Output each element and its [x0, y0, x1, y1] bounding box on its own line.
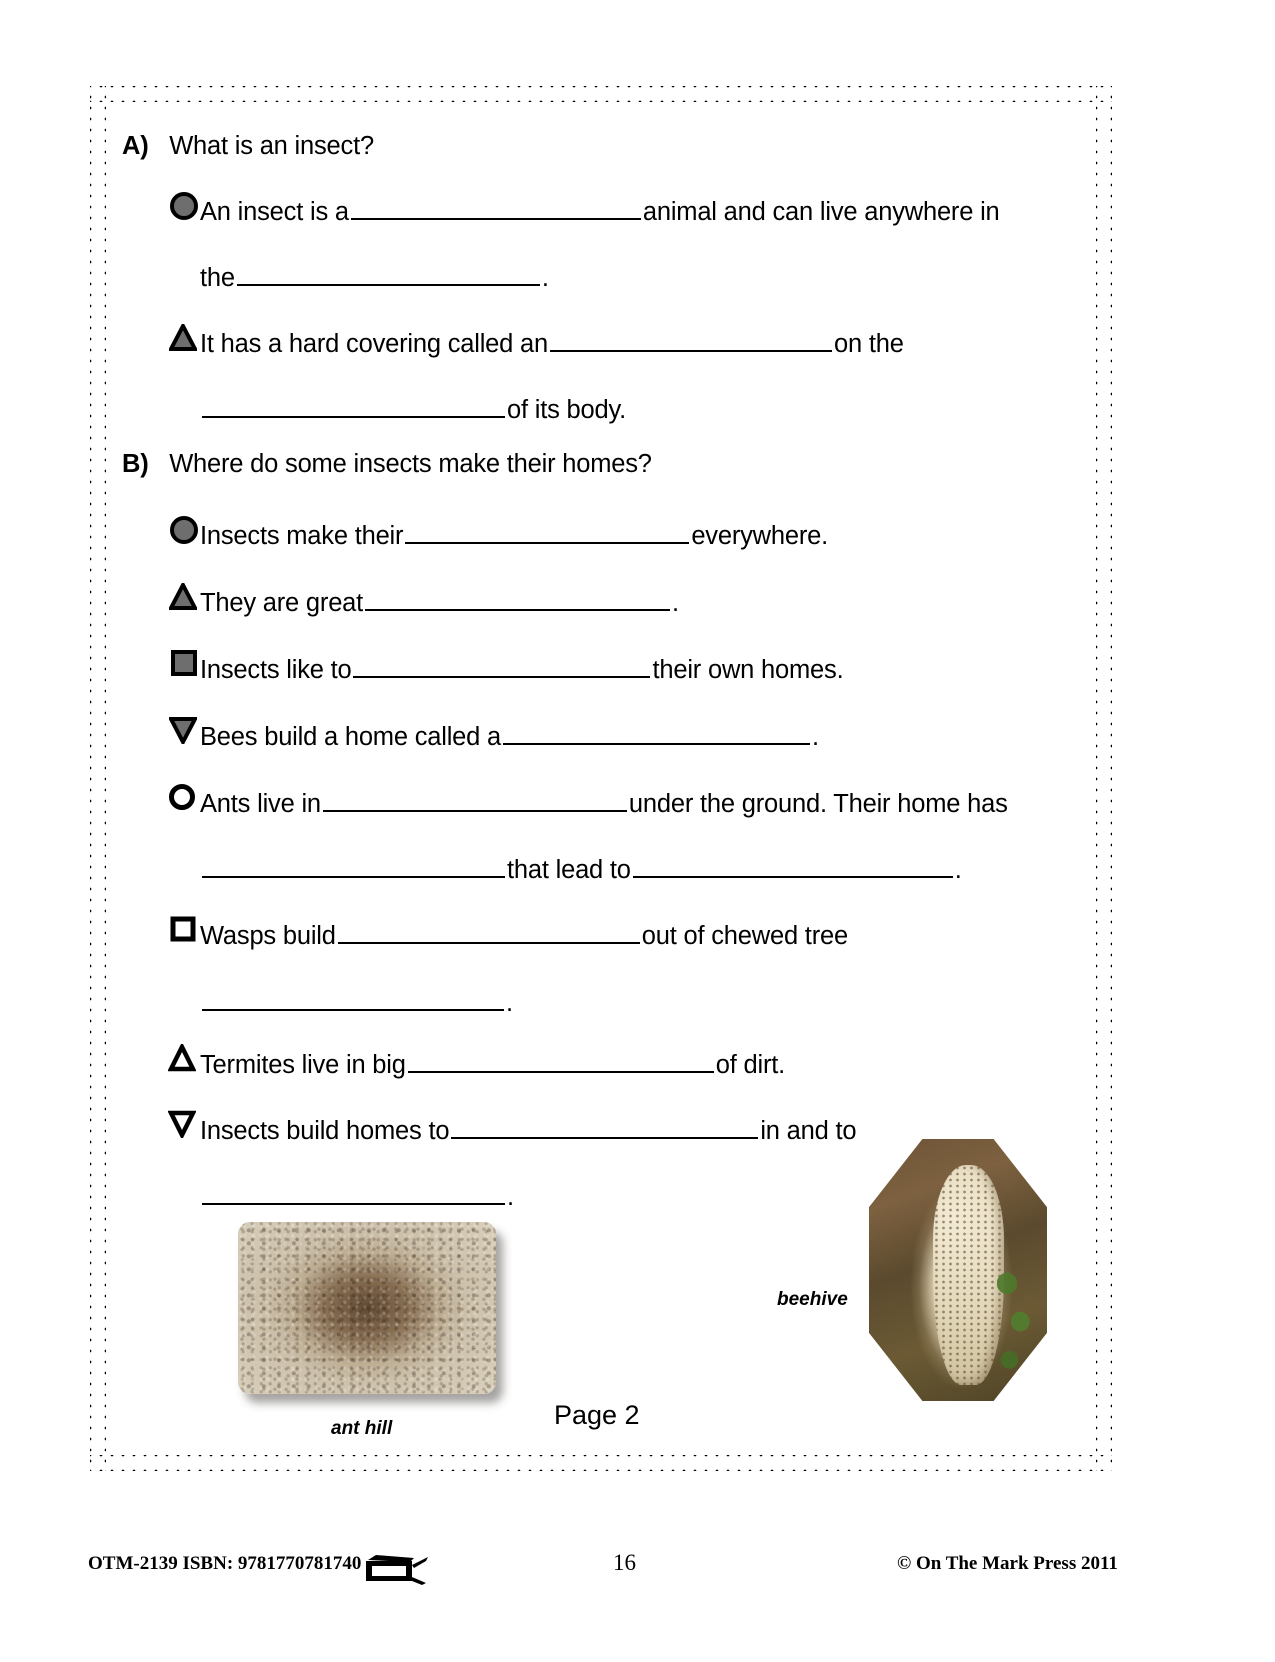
- page-label: Page 2: [554, 1400, 640, 1430]
- text-seg: Insects build homes to: [200, 1116, 450, 1145]
- answer-blank[interactable]: [202, 848, 505, 878]
- answer-blank[interactable]: [550, 322, 832, 352]
- text-seg: It has a hard covering called an: [200, 329, 548, 358]
- text-seg: everywhere.: [691, 521, 829, 550]
- item-a1-line1: [200, 190, 1000, 227]
- item-b2-line1: [200, 581, 679, 618]
- filled-triangle-down-icon: [169, 716, 197, 744]
- text-seg: that lead to: [507, 855, 631, 884]
- footer-copyright: © On The Mark Press 2011: [897, 1553, 1118, 1574]
- item-b5-line2: [200, 848, 962, 885]
- section-b-letter: B): [122, 450, 149, 478]
- text-seg: Wasps build: [200, 921, 336, 950]
- section-b-prompt: Where do some insects make their homes?: [169, 450, 652, 478]
- text-seg: .: [506, 988, 513, 1017]
- footer-isbn: OTM-2139 ISBN: 9781770781740: [88, 1553, 362, 1574]
- text-seg: the: [200, 263, 235, 292]
- item-a2-line1: [200, 322, 904, 359]
- text-seg: .: [954, 855, 962, 884]
- hollow-triangle-up-icon: [168, 1044, 196, 1072]
- section-b-heading: [122, 450, 652, 479]
- border-right-edge: [1096, 86, 1112, 1471]
- item-a1-line2: [200, 256, 549, 293]
- section-a-heading: [122, 132, 374, 161]
- answer-blank[interactable]: [408, 1043, 714, 1073]
- footer-page-number: 16: [613, 1550, 636, 1575]
- item-b8-line1: [200, 1109, 856, 1146]
- border-bottom-edge: [90, 1455, 1112, 1471]
- text-seg: on the: [834, 329, 904, 358]
- text-seg: They are great: [200, 588, 364, 617]
- text-seg: of its body.: [507, 395, 627, 424]
- filled-square-icon: [170, 649, 198, 677]
- item-b1-line1: [200, 514, 828, 551]
- item-b6-line1: [200, 914, 848, 951]
- ant-hill-photo: [238, 1222, 496, 1394]
- text-seg: .: [541, 263, 549, 292]
- ant-hill-caption: ant hill: [331, 1418, 393, 1439]
- page-footer: [0, 1543, 1275, 1593]
- text-seg: .: [672, 588, 679, 617]
- text-seg: their own homes.: [652, 655, 844, 684]
- text-seg: Ants live in: [200, 789, 321, 818]
- text-seg: An insect is a: [200, 197, 349, 226]
- item-b7-line1: [200, 1043, 785, 1080]
- filled-circle-icon: [170, 192, 198, 220]
- answer-blank[interactable]: [323, 782, 627, 812]
- hollow-triangle-down-icon: [168, 1110, 196, 1138]
- text-seg: under the ground. Their home has: [628, 789, 1008, 818]
- text-seg: animal and can live anywhere in: [642, 197, 1000, 226]
- answer-blank[interactable]: [405, 514, 689, 544]
- item-b6-line2: [200, 981, 513, 1018]
- item-b8-line2: [200, 1175, 514, 1212]
- publisher-book-icon: [360, 1547, 432, 1587]
- filled-triangle-up-icon: [169, 324, 197, 352]
- section-a-prompt: What is an insect?: [169, 132, 374, 160]
- answer-blank[interactable]: [338, 914, 640, 944]
- answer-blank[interactable]: [451, 1109, 758, 1139]
- text-seg: out of chewed tree: [641, 921, 848, 950]
- hollow-circle-icon: [168, 783, 196, 811]
- answer-blank[interactable]: [351, 190, 641, 220]
- item-a2-line2: [200, 388, 626, 425]
- text-seg: of dirt.: [715, 1050, 786, 1079]
- text-seg: Insects like to: [200, 655, 352, 684]
- border-left-edge: [90, 86, 106, 1471]
- filled-circle-icon: [170, 516, 198, 544]
- answer-blank[interactable]: [202, 1175, 505, 1205]
- answer-blank[interactable]: [503, 715, 810, 745]
- text-seg: Termites live in big: [200, 1050, 406, 1079]
- item-b4-line1: [200, 715, 819, 752]
- text-seg: Bees build a home called a: [200, 722, 501, 751]
- answer-blank[interactable]: [365, 581, 670, 611]
- text-seg: .: [812, 722, 819, 751]
- answer-blank[interactable]: [202, 981, 504, 1011]
- item-b5-line1: [200, 782, 1008, 819]
- beehive-photo: [869, 1139, 1047, 1401]
- text-seg: .: [507, 1182, 514, 1211]
- border-top-edge: [90, 86, 1112, 102]
- answer-blank[interactable]: [237, 256, 540, 286]
- answer-blank[interactable]: [353, 648, 650, 678]
- text-seg: in and to: [760, 1116, 857, 1145]
- answer-blank[interactable]: [202, 388, 505, 418]
- beehive-caption: beehive: [777, 1289, 848, 1310]
- hollow-square-icon: [169, 915, 197, 943]
- section-a-letter: A): [122, 132, 149, 160]
- text-seg: Insects make their: [200, 521, 404, 550]
- answer-blank[interactable]: [633, 848, 953, 878]
- item-b3-line1: [200, 648, 843, 685]
- filled-triangle-up-icon: [169, 583, 197, 611]
